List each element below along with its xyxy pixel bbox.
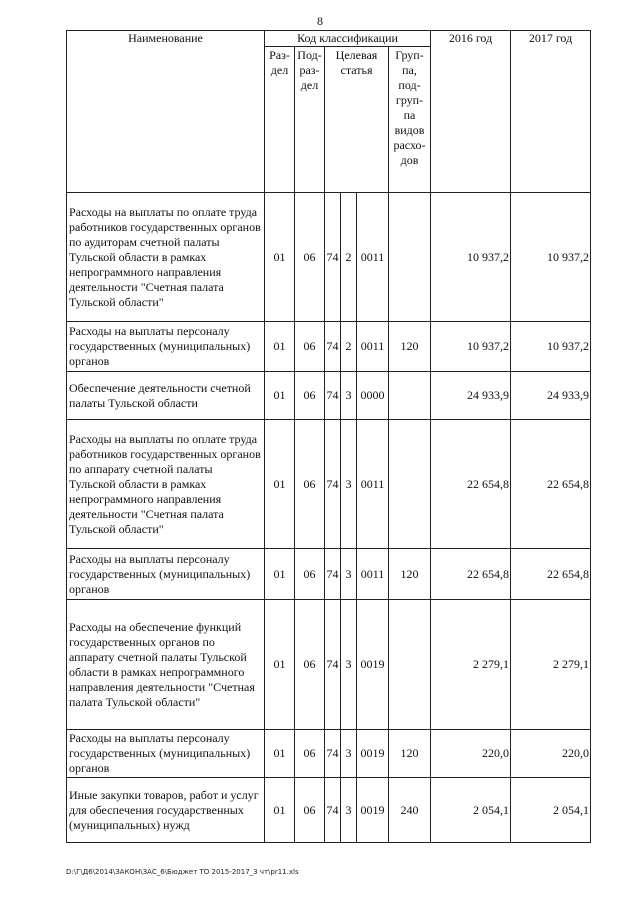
row-target-program: 74 (325, 778, 341, 843)
row-name: Расходы на обеспечение функций государственных органов по аппарату счетной палаты Тульской области в рамках непрограммного направления деятельности "Счетная палата Тульской области" (67, 600, 265, 730)
row-target-program: 74 (325, 193, 341, 322)
header-group: Груп- па, под- груп- па видов расхо- дов (389, 47, 431, 193)
table-row (67, 193, 591, 322)
row-target-subprogram: 2 (341, 322, 357, 372)
row-target-subprogram: 3 (341, 600, 357, 730)
row-razdel: 01 (265, 600, 295, 730)
row-razdel: 01 (265, 420, 295, 549)
row-target-direction: 0011 (357, 322, 389, 372)
row-value-2016: 10 937,2 (431, 193, 511, 322)
header-year-2016: 2016 год (431, 31, 511, 193)
table-row (67, 420, 591, 549)
row-value-2017: 10 937,2 (511, 322, 591, 372)
row-value-2017: 24 933,9 (511, 372, 591, 420)
row-podrazdel: 06 (295, 730, 325, 778)
row-target-program: 74 (325, 600, 341, 730)
row-value-2017: 10 937,2 (511, 193, 591, 322)
row-target-program: 74 (325, 549, 341, 600)
header-target-article: Целевая статья (325, 47, 389, 193)
table-row (67, 600, 591, 730)
row-target-program: 74 (325, 322, 341, 372)
row-value-2016: 10 937,2 (431, 322, 511, 372)
row-group: 240 (389, 778, 431, 843)
header-name: Наименование (67, 31, 265, 193)
page-number: 8 (317, 14, 323, 28)
header-year-2017: 2017 год (511, 31, 591, 193)
row-razdel: 01 (265, 730, 295, 778)
row-podrazdel: 06 (295, 600, 325, 730)
row-group (389, 193, 431, 322)
row-value-2017: 2 054,1 (511, 778, 591, 843)
row-target-subprogram: 2 (341, 193, 357, 322)
row-podrazdel: 06 (295, 193, 325, 322)
row-target-subprogram: 3 (341, 549, 357, 600)
row-razdel: 01 (265, 193, 295, 322)
row-group: 120 (389, 730, 431, 778)
row-target-direction: 0019 (357, 778, 389, 843)
row-name: Обеспечение деятельности счетной палаты Тульской области (67, 372, 265, 420)
budget-table (66, 30, 591, 843)
table-row (67, 778, 591, 843)
row-value-2017: 2 279,1 (511, 600, 591, 730)
row-target-program: 74 (325, 730, 341, 778)
row-target-direction: 0011 (357, 193, 389, 322)
row-name: Иные закупки товаров, работ и услуг для обеспечения государственных (муниципальных) нужд (67, 778, 265, 843)
table-row (67, 549, 591, 600)
row-podrazdel: 06 (295, 549, 325, 600)
table-row (67, 322, 591, 372)
row-target-program: 74 (325, 420, 341, 549)
row-podrazdel: 06 (295, 778, 325, 843)
row-target-subprogram: 3 (341, 730, 357, 778)
row-name: Расходы на выплаты по оплате труда работников государственных органов по аудиторам счетной палаты Тульской области в рамках непрограммного направления деятельности "Счетная палата Тульской области" (67, 193, 265, 322)
table-row (67, 372, 591, 420)
table-row (67, 730, 591, 778)
row-value-2017: 22 654,8 (511, 420, 591, 549)
row-name: Расходы на выплаты по оплате труда работников государственных органов по аппарату счетной палаты Тульской области в рамках непрограммного направления деятельности "Счетная палата Тульской области" (67, 420, 265, 549)
row-razdel: 01 (265, 322, 295, 372)
row-target-direction: 0019 (357, 730, 389, 778)
row-target-subprogram: 3 (341, 778, 357, 843)
row-value-2016: 220,0 (431, 730, 511, 778)
row-target-subprogram: 3 (341, 372, 357, 420)
row-razdel: 01 (265, 778, 295, 843)
row-value-2017: 22 654,8 (511, 549, 591, 600)
file-path-footer: D:\Г\Д6\2014\ЗАКОН\ЗАС_6\Бюджет ТО 2015-2017_3 чт\pr11.xls (66, 868, 299, 876)
row-target-direction: 0019 (357, 600, 389, 730)
row-target-program: 74 (325, 372, 341, 420)
row-podrazdel: 06 (295, 372, 325, 420)
row-target-direction: 0011 (357, 549, 389, 600)
row-razdel: 01 (265, 549, 295, 600)
row-target-direction: 0011 (357, 420, 389, 549)
row-name: Расходы на выплаты персоналу государственных (муниципальных) органов (67, 322, 265, 372)
row-target-direction: 0000 (357, 372, 389, 420)
row-podrazdel: 06 (295, 420, 325, 549)
row-value-2017: 220,0 (511, 730, 591, 778)
row-target-subprogram: 3 (341, 420, 357, 549)
row-name: Расходы на выплаты персоналу государственных (муниципальных) органов (67, 730, 265, 778)
row-razdel: 01 (265, 372, 295, 420)
row-value-2016: 22 654,8 (431, 549, 511, 600)
row-group: 120 (389, 322, 431, 372)
row-group (389, 600, 431, 730)
row-name: Расходы на выплаты персоналу государственных (муниципальных) органов (67, 549, 265, 600)
header-podrazdel: Под- раз- дел (295, 47, 325, 193)
row-group (389, 420, 431, 549)
row-value-2016: 2 054,1 (431, 778, 511, 843)
row-group (389, 372, 431, 420)
row-group: 120 (389, 549, 431, 600)
header-razdel: Раз- дел (265, 47, 295, 193)
row-value-2016: 22 654,8 (431, 420, 511, 549)
row-podrazdel: 06 (295, 322, 325, 372)
row-value-2016: 2 279,1 (431, 600, 511, 730)
row-value-2016: 24 933,9 (431, 372, 511, 420)
header-code-group: Код классификации (265, 31, 431, 47)
